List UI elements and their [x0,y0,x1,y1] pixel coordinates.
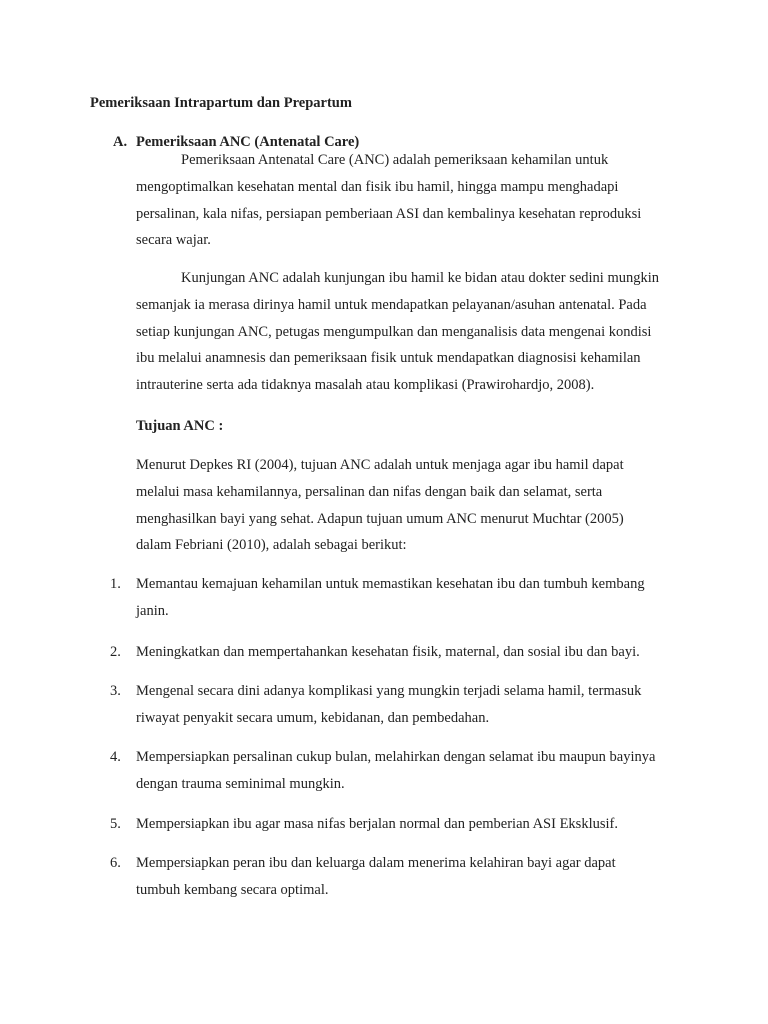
list-line: Mempersiapkan peran ibu dan keluarga dalam menerima kelahiran bayi agar dapat [136,855,616,871]
list-text [136,639,640,666]
list-line: janin. [136,602,169,619]
list-number: 6. [110,855,121,871]
list-number: 4. [110,749,121,765]
paragraph-anc-goals [136,452,696,559]
list-text [136,744,655,798]
paragraph-line: intrauterine serta ada tidaknya masalah atau komplikasi (Prawirohardjo, 2008). [136,377,595,394]
paragraph-line: setiap kunjungan ANC, petugas mengumpulkan dan menganalisis data mengenai kondisi [136,323,652,340]
list-line: Mempersiapkan persalinan cukup bulan, melahirkan dengan selamat ibu maupun bayinya [136,749,656,765]
list-line: Mempersiapkan ibu agar masa nifas berjalan normal dan pemberian ASI Eksklusif. [136,816,618,832]
list-line: Meningkatkan dan mempertahankan kesehatan fisik, maternal, dan sosial ibu dan bayi. [136,644,640,660]
paragraph-anc-visit [136,265,696,399]
paragraph-line: persalinan, kala nifas, persiapan pemberiaan ASI dan kembalinya kesehatan reproduksi [136,205,642,222]
paragraph-line: menghasilkan bayi yang sehat. Adapun tujuan umum ANC menurut Muchtar (2005) [136,510,624,527]
paragraph-line: melalui masa kehamilannya, persalinan dan nifas dengan baik dan selamat, serta [136,483,603,500]
list-number: 5. [110,816,121,832]
paragraph-line: Kunjungan ANC adalah kunjungan ibu hamil ke bidan atau dokter sedini mungkin [181,270,660,286]
paragraph-line: Menurut Depkes RI (2004), tujuan ANC adalah untuk menjaga agar ibu hamil dapat [136,457,624,473]
list-line: tumbuh kembang secara optimal. [136,881,329,898]
document-title: Pemeriksaan Intrapartum dan Prepartum [90,95,352,111]
paragraph-line: dalam Febriani (2010), adalah sebagai berikut: [136,537,407,554]
list-text [136,678,641,732]
section-marker: A. [113,134,128,150]
list-number: 2. [110,644,121,660]
section-heading-text: Pemeriksaan ANC (Antenatal Care) [136,134,360,150]
list-number: 1. [110,576,121,592]
list-text [136,850,616,904]
paragraph-anc-definition [136,147,696,254]
list-line: dengan trauma seminimal mungkin. [136,775,345,792]
paragraph-line: secara wajar. [136,232,211,249]
list-text [136,811,618,838]
paragraph-line: Pemeriksaan Antenatal Care (ANC) adalah pemeriksaan kehamilan untuk [181,152,609,168]
list-line: riwayat penyakit secara umum, kebidanan, dan pembedahan. [136,709,490,726]
paragraph-line: semanjak ia merasa dirinya hamil untuk mendapatkan pelayanan/asuhan antenatal. Pada [136,296,647,313]
list-line: Mengenal secara dini adanya komplikasi yang mungkin terjadi selama hamil, termasuk [136,683,642,699]
list-text [136,571,645,625]
subheading-tujuan: Tujuan ANC : [136,418,224,434]
paragraph-line: mengoptimalkan kesehatan mental dan fisik ibu hamil, hingga mampu menghadapi [136,178,619,195]
paragraph-line: ibu melalui anamnesis dan pemeriksaan fisik untuk mendapatkan diagnosisi kehamilan [136,350,641,367]
list-line: Memantau kemajuan kehamilan untuk memastikan kesehatan ibu dan tumbuh kembang [136,576,645,592]
list-number: 3. [110,683,121,699]
